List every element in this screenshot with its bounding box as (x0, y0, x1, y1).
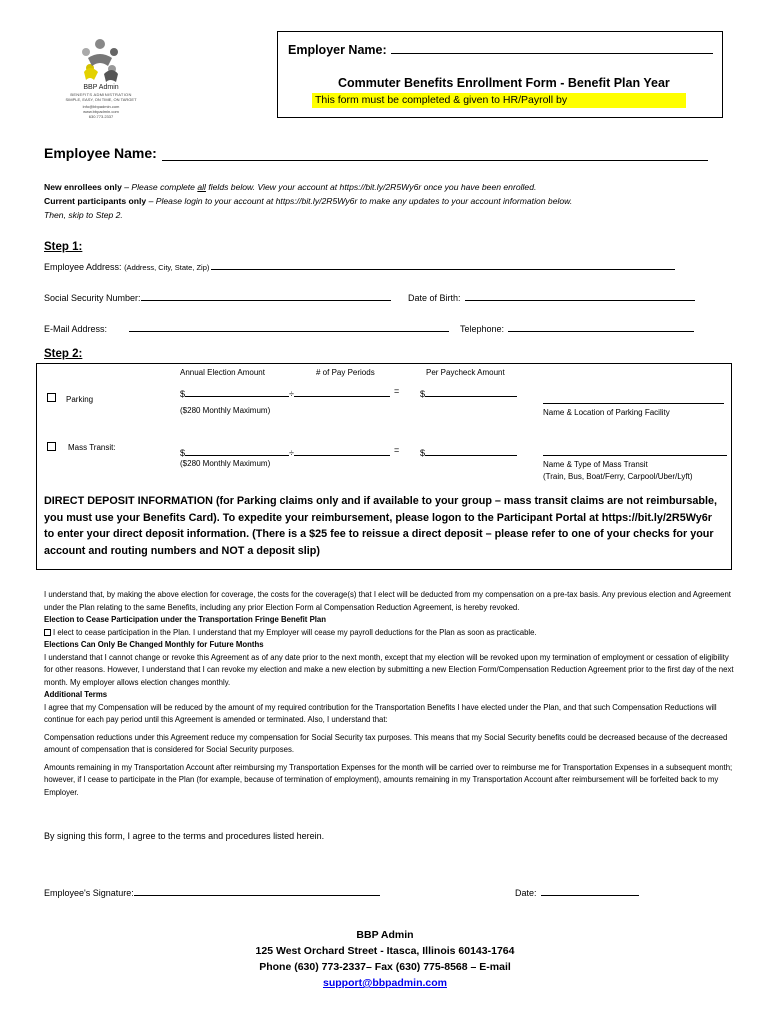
col-per-paycheck: Per Paycheck Amount (426, 368, 505, 377)
step2-label: Step 2: (44, 348, 83, 360)
legal-terms: I understand that, by making the above election for coverage, the costs for the coverage(s) that I elect will be deducted from my compensation on a pre-tax basis. Any previous election and Agreement under the Plan relating to the same Benefits, including any prior Election Form al Compensation Reduction Agreement, is hereby revoked. Election to Cease Participation under the Transportation Fringe Benefit Plan I elect to cease participation in the Plan. I understand that my Employer will cease my payroll deductions for the Plan as soon as practicable. Elections Can Only Be Changed Monthly for Future Months I understand that I cannot change or revoke this Agreement as of any date prior to the next month, except that my election will be revoked upon my termination of employment or cessation of eligibility for other reasons. However, I understand that I can revoke my election and make a new election by submitting a new Election Form/Compensation Reduction Agreement prior to the first day of the next month. My employer allows election changes monthly. Additional Terms I agree that my Compensation will be reduced by the amount of my required contribution for the Transportation Benefits I have elected under the Plan, and that such Compensation Reductions will continue for each pay period until this Agreement is amended or terminated. Also, I understand that: Compensation reductions under this Agreement reduce my compensation for Social Security tax purposes. This means that my Social Security benefits could be decreased because of the decreased amount of compensation that is considered for Social Security purposes. Amounts remaining in my Transportation Account after reimbursing my Transportation Expenses for the month will be carried over to reimburse me for Transportation Expenses in a subsequent month; however, if I cease to participate in the Plan (for example, because of termination of employment), amounts remaining in my Transportation Account after reimbursement will be forfeited back to my Employer. (44, 590, 734, 797)
ssn-field[interactable]: Social Security Number: (44, 290, 391, 303)
employer-name-line[interactable] (391, 39, 713, 54)
logo-name: BBP Admin (83, 84, 119, 91)
intro-instructions: New enrollees only – Please complete all fields below. View your account at https://bit.ly/2R5Wy6r once you have been enrolled. Current participants only – Please login to your account at https://bit.ly/2R5Wy6r to make any updates to your account information below. Then, skip to Step 2. (44, 182, 573, 220)
footer-phone: Phone (630) 773-2337– Fax (630) 775-8568 – E-mail (259, 961, 511, 973)
parking-annual-field[interactable]: $ ÷ (180, 386, 390, 399)
transit-max: ($280 Monthly Maximum) (180, 459, 271, 468)
transit-type-label: Name & Type of Mass Transit (Train, Bus, Boat/Ferry, Carpool/Uber/Lyft) (543, 460, 693, 481)
parking-per-paycheck-field[interactable]: $ (420, 386, 517, 399)
footer-address: 125 West Orchard Street - Itasca, Illinois 60143-1764 (255, 945, 515, 957)
logo-sub: SIMPLE, EASY, ON TIME, ON TARGET (65, 97, 137, 102)
logo-contact-web: www.bbpadmin.com (83, 109, 119, 114)
transit-type-line[interactable] (543, 455, 727, 456)
header-box (277, 31, 723, 118)
direct-deposit-info: DIRECT DEPOSIT INFORMATION (for Parking claims only and if available to your group – mass transit claims are not reimbursable, you must use your Benefits Card). To expedite your reimbursement, please logon to the Participant Portal at https://bit.ly/2R5Wy6r to enter your direct deposit information. (There is a $25 fee to reissue a direct deposit – please refer to one of your checks for your account and routing numbers and NOT a deposit slip) (44, 495, 717, 557)
footer (180, 927, 590, 991)
parking-facility-line[interactable] (543, 403, 724, 404)
transit-per-paycheck-field[interactable]: $ (420, 445, 517, 458)
email-field[interactable]: E-Mail Address: (44, 321, 449, 334)
parking-checkbox[interactable] (47, 393, 56, 402)
step1-label: Step 1: (44, 241, 83, 253)
logo-contact-phone: 630.773.2337 (88, 114, 114, 119)
date-field[interactable]: Date: (515, 885, 639, 898)
logo-contact-email: info@bbpadmin.com (82, 104, 120, 109)
footer-email-link[interactable]: support@bbpadmin.com (323, 977, 447, 989)
col-pay-periods: # of Pay Periods (316, 368, 375, 377)
transit-checkbox[interactable] (47, 442, 56, 451)
col-annual-election: Annual Election Amount (180, 368, 265, 377)
transit-equals: = (394, 445, 400, 455)
parking-facility-label: Name & Location of Parking Facility (543, 408, 670, 417)
footer-company: BBP Admin (356, 929, 414, 941)
employer-name-field[interactable] (288, 39, 713, 57)
address-field[interactable]: Employee Address: (Address, City, State, Zip) (44, 259, 675, 272)
telephone-field[interactable]: Telephone: (460, 321, 694, 334)
employee-name-line[interactable] (162, 160, 708, 161)
parking-equals: = (394, 386, 400, 396)
cease-checkbox[interactable] (44, 629, 51, 636)
logo-tagline: BENEFITS ADMINISTRATION (70, 92, 132, 97)
parking-max: ($280 Monthly Maximum) (180, 406, 271, 415)
employer-name-label: Employer Name: (288, 43, 387, 57)
employee-name-label: Employee Name: (44, 145, 157, 161)
form-title: Commuter Benefits Enrollment Form - Benefit Plan Year (338, 76, 670, 90)
parking-label: Parking (66, 395, 94, 404)
form-notice: This form must be completed & given to HR/Payroll by (312, 93, 686, 108)
signature-field[interactable]: Employee's Signature: (44, 885, 380, 898)
dob-field[interactable]: Date of Birth: (408, 290, 695, 303)
transit-annual-field[interactable]: $ ÷ (180, 445, 390, 458)
transit-label: Mass Transit: (68, 443, 116, 452)
agree-statement: By signing this form, I agree to the terms and procedures listed herein. (44, 831, 325, 841)
logo-text (52, 84, 150, 119)
